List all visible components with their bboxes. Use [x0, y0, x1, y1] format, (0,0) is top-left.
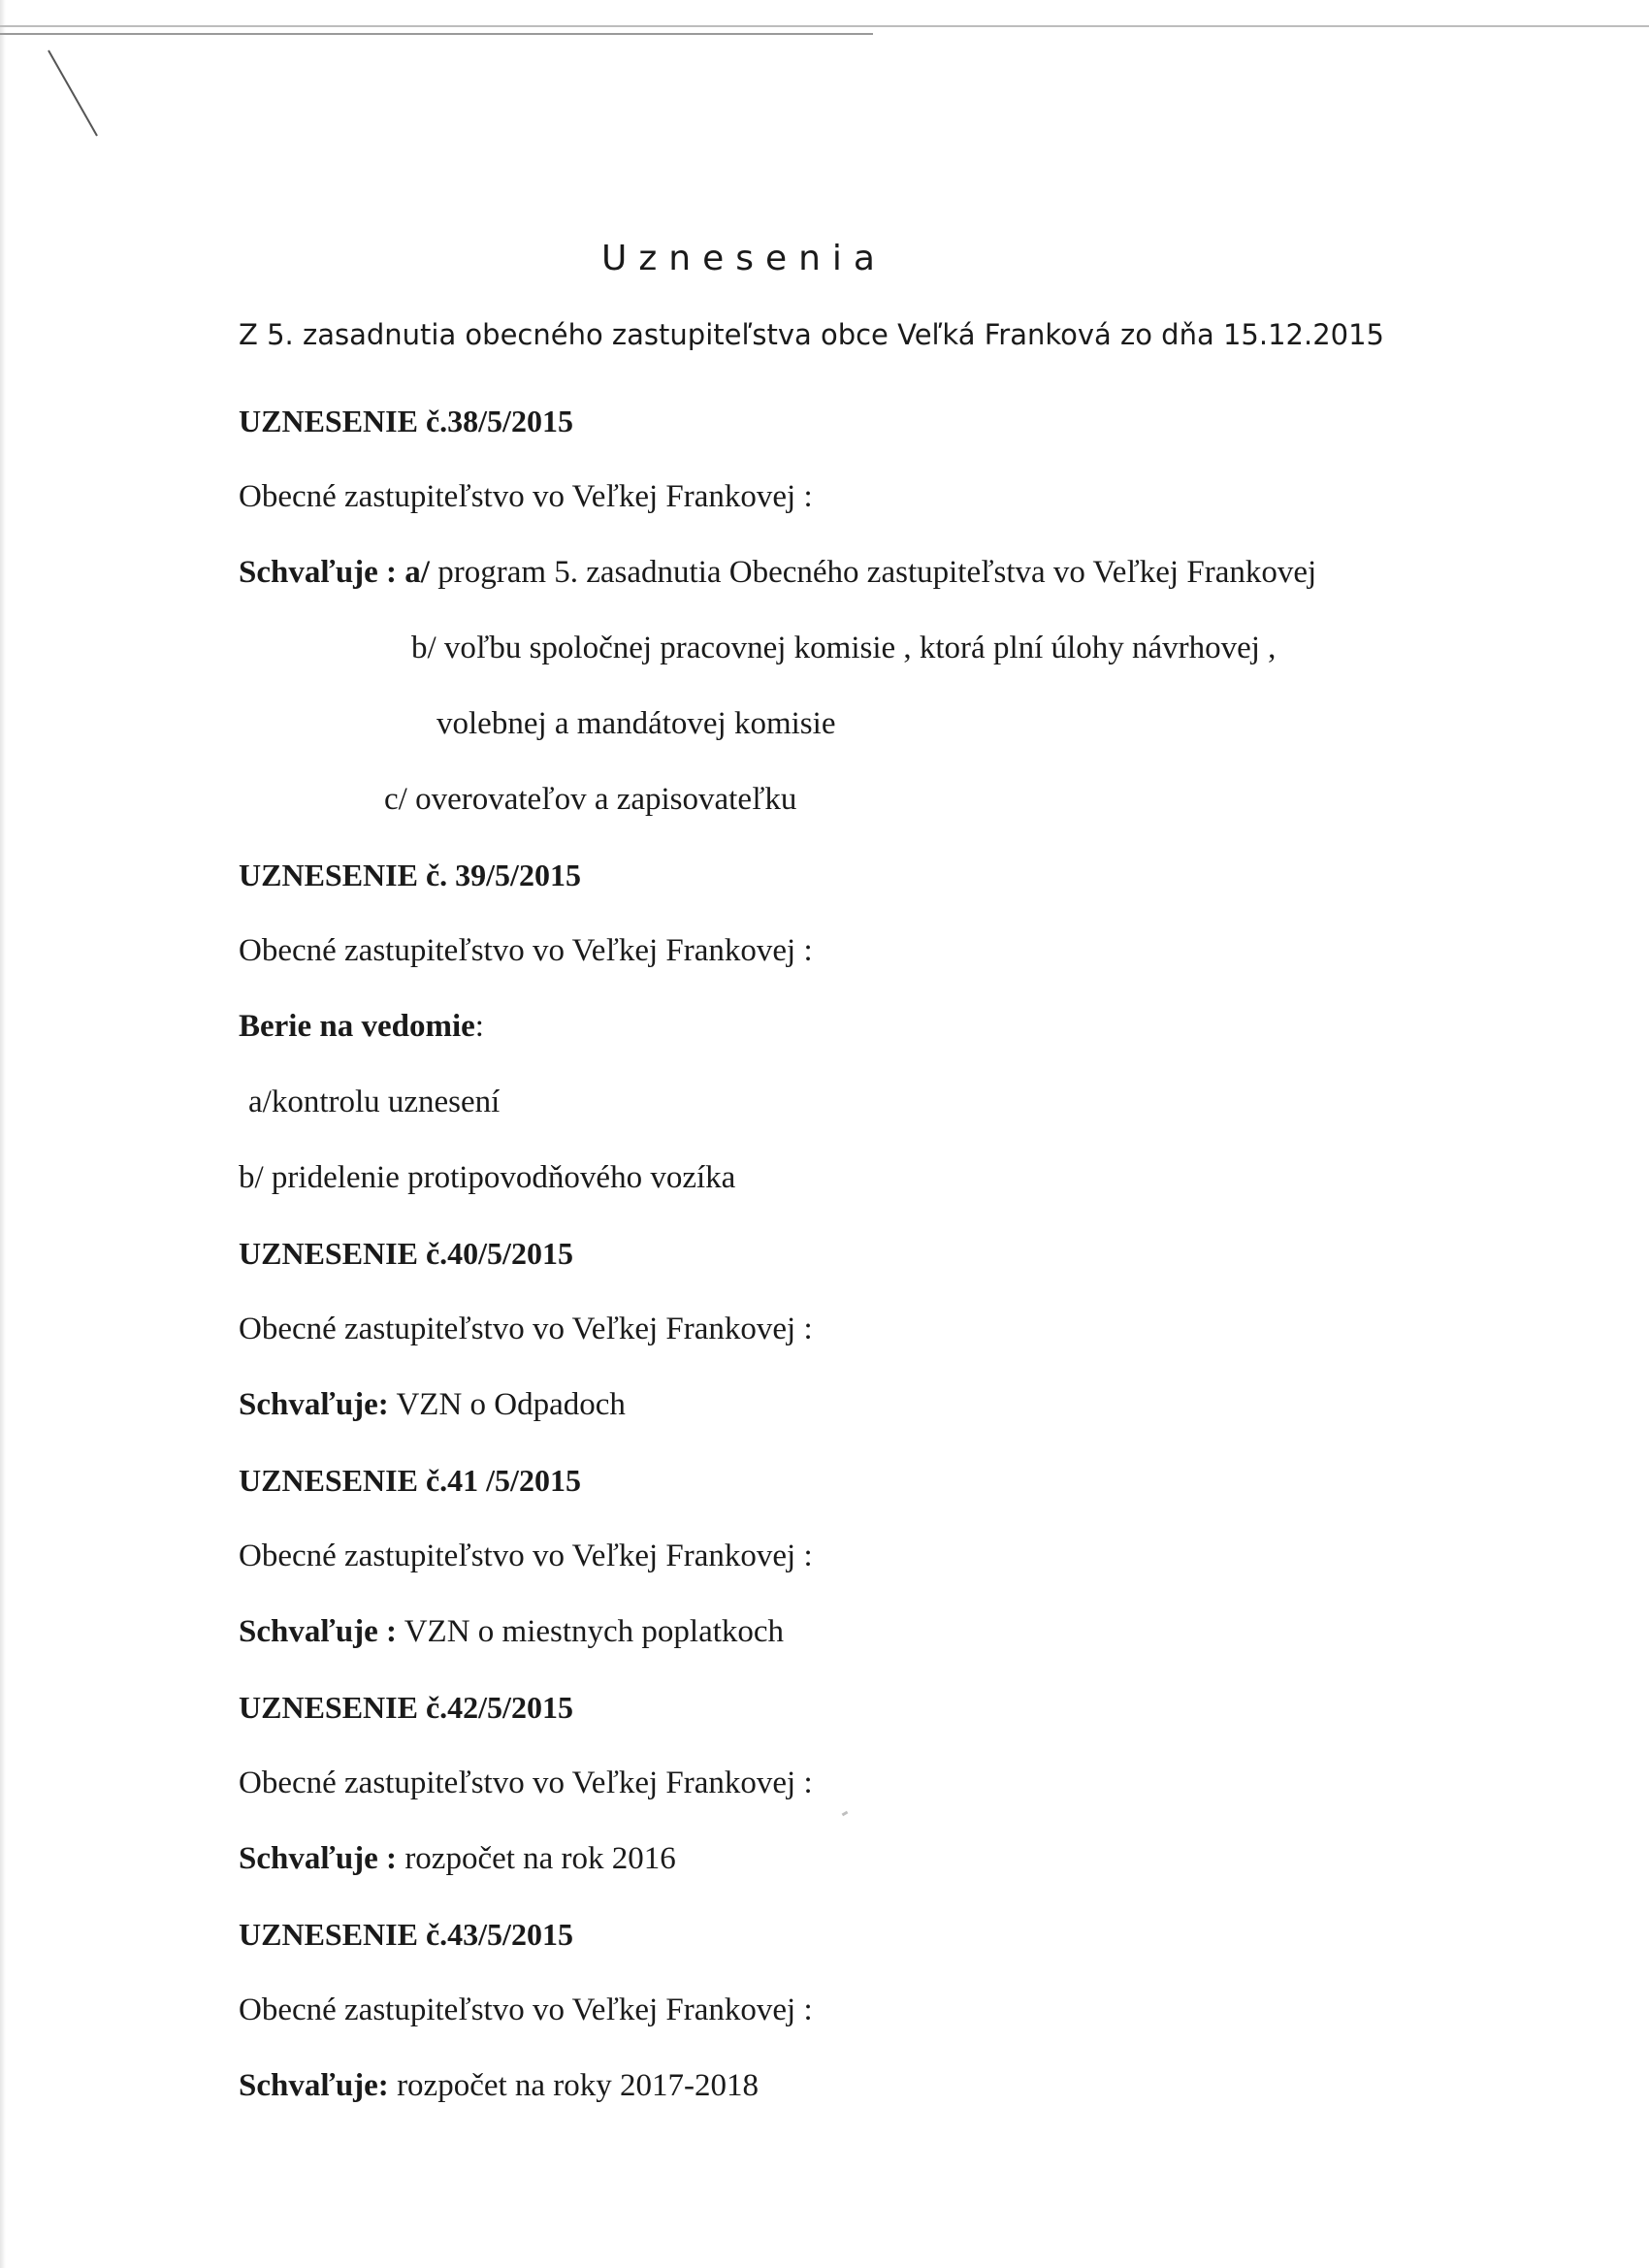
resolution-41-body: Obecné zastupiteľstvo vo Veľkej Frankovej :: [239, 1539, 813, 1573]
resolution-38-item-c: c/ overovateľov a zapisovateľku: [384, 782, 797, 817]
resolution-42-verb: Schvaľuje :: [239, 1841, 398, 1876]
scan-speck: [842, 1811, 849, 1817]
resolution-39-decision: [239, 1011, 484, 1043]
resolution-41-decision: [239, 1616, 784, 1648]
resolution-40-text: VZN o Odpadoch: [388, 1387, 626, 1422]
page-subtitle: Z 5. zasadnutia obecného zastupiteľstva obce Veľká Franková zo dňa 15.12.2015: [239, 318, 1384, 351]
resolution-39-heading: UZNESENIE č. 39/5/2015: [239, 858, 581, 892]
resolution-43-body: Obecné zastupiteľstvo vo Veľkej Frankovej :: [239, 1993, 813, 2027]
resolution-38-body: Obecné zastupiteľstvo vo Veľkej Frankovej :: [239, 479, 813, 514]
resolution-40-verb: Schvaľuje:: [239, 1387, 389, 1422]
resolution-40-body: Obecné zastupiteľstvo vo Veľkej Frankovej :: [239, 1312, 813, 1346]
resolution-42-body: Obecné zastupiteľstvo vo Veľkej Frankovej :: [239, 1766, 813, 1800]
resolution-41-verb: Schvaľuje :: [239, 1614, 398, 1649]
resolution-41-text: VZN o miestnych poplatkoch: [397, 1614, 785, 1649]
resolution-38-verb: Schvaľuje : a/: [239, 555, 430, 590]
scan-corner-mark: [0, 0, 194, 194]
resolution-39-item-b: b/ pridelenie protipovodňového vozíka: [239, 1160, 736, 1195]
resolution-41-heading: UZNESENIE č.41 /5/2015: [239, 1463, 581, 1498]
resolution-43-verb: Schvaľuje:: [239, 2068, 389, 2103]
page-title: Uznesenia: [601, 239, 887, 278]
resolution-38-text: program 5. zasadnutia Obecného zastupiteľstva vo Veľkej Frankovej: [429, 555, 1317, 590]
resolution-38-item-b-cont: volebnej a mandátovej komisie: [436, 706, 836, 741]
resolution-40-decision: [239, 1389, 626, 1421]
resolution-43-heading: UZNESENIE č.43/5/2015: [239, 1917, 573, 1952]
resolution-42-decision: [239, 1843, 676, 1875]
resolution-39-item-a: a/kontrolu uznesení: [248, 1085, 501, 1119]
resolution-39-verb: Berie na vedomie: [239, 1009, 475, 1044]
resolution-39-verb-suffix: :: [474, 1009, 484, 1044]
resolution-42-heading: UZNESENIE č.42/5/2015: [239, 1690, 573, 1725]
resolution-43-decision: [239, 2070, 759, 2102]
resolution-38-heading: UZNESENIE č.38/5/2015: [239, 404, 573, 438]
scan-top-line: [0, 25, 1649, 27]
resolution-38-decision: [239, 557, 1316, 589]
resolution-38-item-b: b/ voľbu spoločnej pracovnej komisie , ktorá plní úlohy návrhovej ,: [411, 631, 1277, 665]
resolution-39-body: Obecné zastupiteľstvo vo Veľkej Frankovej :: [239, 933, 813, 968]
scan-edge-shadow: [0, 0, 6, 2268]
resolution-42-text: rozpočet na rok 2016: [397, 1841, 676, 1876]
resolution-40-heading: UZNESENIE č.40/5/2015: [239, 1236, 573, 1271]
resolution-43-text: rozpočet na roky 2017-2018: [388, 2068, 760, 2103]
